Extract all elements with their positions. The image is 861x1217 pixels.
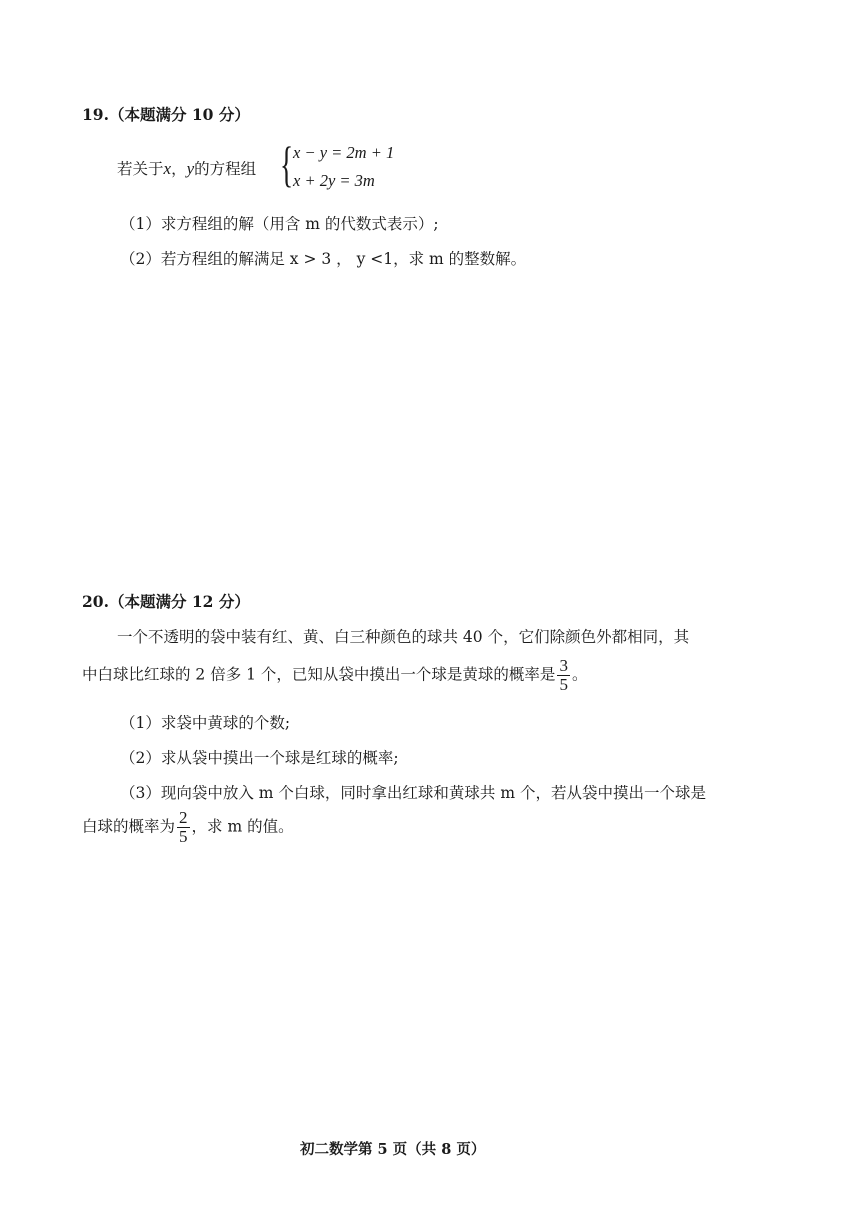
q20-line2-end: 。	[571, 665, 588, 684]
q19-intro-prefix: 若关于	[117, 160, 164, 178]
q20-line2-text: 中白球比红球的 2 倍多 1 个，已知从袋中摸出一个球是黄球的概率是	[82, 665, 556, 684]
q20-part1: （1）求袋中黄球的个数;	[120, 714, 291, 732]
equation-2: x + 2y = 3m	[293, 171, 375, 190]
q20-line1: 一个不透明的袋中装有红、黄、白三种颜色的球共 40 个，它们除颜色外都相同，其	[117, 628, 690, 646]
q20-line2	[82, 657, 587, 694]
fraction-numerator: 3	[559, 656, 568, 675]
q20-part2: （2）求从袋中摸出一个球是红球的概率;	[120, 749, 399, 767]
fraction-denominator: 5	[559, 674, 568, 694]
q19-var-y: y	[186, 159, 195, 178]
q20-part3: （3）现向袋中放入 m 个白球，同时拿出红球和黄球共 m 个，若从袋中摸出一个球是	[120, 784, 706, 802]
fraction-three-fifths	[557, 657, 570, 694]
q19-part2: （2）若方程组的解满足 x > 3 ， y <1，求 m 的整数解。	[120, 250, 527, 268]
fraction-two-fifths	[177, 809, 190, 846]
fraction-numerator: 2	[179, 808, 188, 827]
q19-intro-suffix: 的方程组	[194, 160, 257, 178]
q19-var-x: x	[163, 159, 172, 178]
q19-comma: ，	[171, 160, 187, 178]
page-footer: 初二数学第 5 页（共 8 页）	[300, 1141, 486, 1158]
q20-heading: 20.（本题满分 12 分）	[82, 592, 250, 611]
fraction-denominator: 5	[179, 826, 188, 846]
q20-last-text: 白球的概率为	[82, 817, 176, 836]
q19-heading: 19.（本题满分 10 分）	[82, 105, 250, 124]
equation-1: x − y = 2m + 1	[293, 143, 395, 162]
q19-part1: （1）求方程组的解（用含 m 的代数式表示）;	[120, 215, 439, 233]
equation-system-brace: {	[280, 136, 294, 192]
q20-last-line	[82, 809, 294, 846]
q19-intro	[117, 157, 256, 179]
q20-last-end: ，求 m 的值。	[191, 817, 294, 836]
